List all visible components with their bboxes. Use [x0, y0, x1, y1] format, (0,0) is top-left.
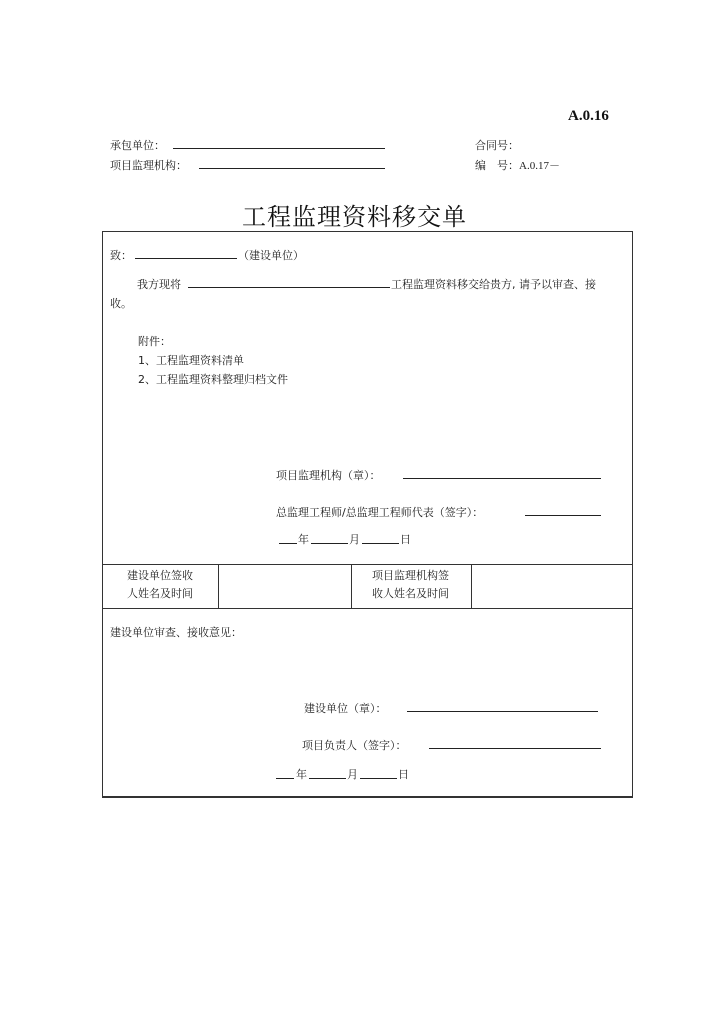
attachments-label: 附件： [138, 335, 171, 348]
supervision-receiver-label-line2: 收人姓名及时间 [372, 587, 449, 600]
serial-no-value: A.0.17－ [519, 160, 560, 172]
owner-seal-field[interactable] [407, 711, 598, 712]
project-name-field[interactable] [188, 287, 390, 288]
supervision-seal-label: 项目监理机构（章）： [276, 469, 381, 482]
statement-prefix: 我方现将 [137, 278, 181, 291]
review-year-field[interactable] [276, 778, 294, 779]
year-label: 年 [298, 533, 309, 546]
review-day-label: 日 [398, 768, 409, 781]
month-field[interactable] [311, 543, 348, 544]
statement-wrap: 收。 [110, 297, 132, 310]
form-code: A.0.16 [568, 108, 609, 124]
day-label: 日 [400, 533, 411, 546]
statement-suffix: 工程监理资料移交给贵方, 请予以审查、接 [391, 278, 596, 291]
project-manager-signature-field[interactable] [429, 748, 601, 749]
project-manager-label: 项目负责人（签字）： [302, 739, 407, 752]
document-title: 工程监理资料移交单 [242, 203, 467, 231]
supervision-org-label: 项目监理机构： [110, 159, 187, 172]
supervision-receiver-label [351, 567, 470, 603]
owner-seal-label: 建设单位（章）： [304, 702, 387, 715]
to-owner-field[interactable] [135, 258, 237, 259]
owner-receiver-label-line1: 建设单位签收 [127, 569, 193, 582]
supervision-org-field[interactable] [199, 168, 385, 169]
day-field[interactable] [362, 543, 399, 544]
chief-engineer-label: 总监理工程师/总监理工程师代表（签字）： [276, 506, 484, 519]
attachment-item: 2、工程监理资料整理归档文件 [138, 373, 288, 386]
chief-engineer-signature-field[interactable] [525, 515, 601, 516]
review-year-label: 年 [296, 768, 307, 781]
owner-review-label: 建设单位审查、接收意见： [110, 626, 242, 639]
review-month-label: 月 [347, 768, 358, 781]
contract-no-label: 合同号： [475, 139, 519, 152]
owner-receiver-label-line2: 人姓名及时间 [127, 587, 193, 600]
review-month-field[interactable] [309, 778, 346, 779]
to-label: 致： [110, 249, 132, 262]
month-label: 月 [349, 533, 360, 546]
supervision-receiver-field[interactable] [471, 564, 632, 607]
attachment-item: 1、工程监理资料清单 [138, 354, 244, 367]
row-divider [103, 608, 632, 609]
serial-no-row [475, 157, 560, 173]
to-suffix: （建设单位） [238, 249, 304, 262]
contractor-field[interactable] [173, 148, 385, 149]
review-day-field[interactable] [360, 778, 397, 779]
contractor-label: 承包单位： [110, 139, 165, 152]
serial-no-label: 编 号： [475, 159, 519, 172]
year-field[interactable] [279, 543, 297, 544]
supervision-receiver-label-line1: 项目监理机构签 [372, 569, 449, 582]
owner-receiver-label [103, 567, 217, 603]
supervision-seal-field[interactable] [403, 478, 601, 479]
owner-receiver-field[interactable] [218, 564, 350, 607]
